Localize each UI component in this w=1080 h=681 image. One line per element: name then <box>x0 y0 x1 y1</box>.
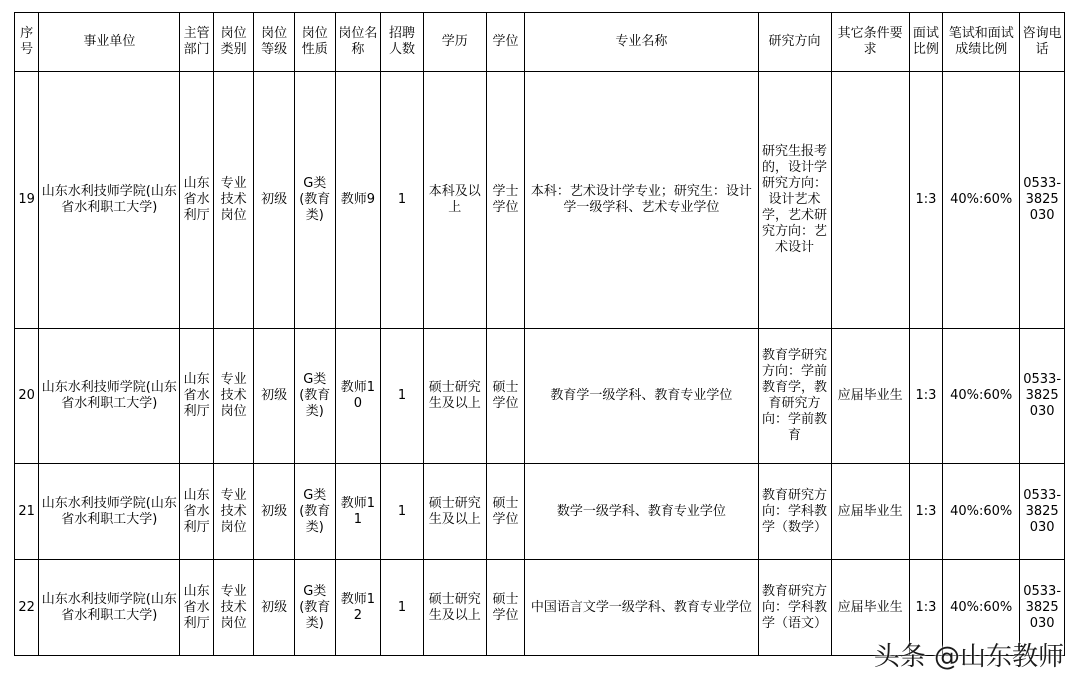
cell-score: 40%:60% <box>943 329 1020 464</box>
cell-score: 40%:60% <box>943 464 1020 560</box>
cell-phone: 0533-3825030 <box>1020 464 1065 560</box>
cell-post: 教师9 <box>335 72 381 329</box>
cell-count: 1 <box>381 72 424 329</box>
cell-edu: 硕士研究生及以上 <box>423 560 486 656</box>
cell-nature: G类(教育类) <box>294 72 335 329</box>
cell-other <box>831 72 909 329</box>
cell-degree: 硕士学位 <box>486 329 525 464</box>
header-level: 岗位等级 <box>254 13 295 72</box>
cell-score: 40%:60% <box>943 72 1020 329</box>
table-row <box>15 464 1065 560</box>
watermark-text: 头条 @山东教师 <box>873 642 1064 672</box>
cell-other: 应届毕业生 <box>831 560 909 656</box>
header-ratio: 面试比例 <box>909 13 942 72</box>
cell-category: 专业技术岗位 <box>213 560 254 656</box>
cell-category: 专业技术岗位 <box>213 329 254 464</box>
header-seq: 序号 <box>15 13 39 72</box>
cell-seq: 22 <box>15 560 39 656</box>
recruitment-table <box>14 12 1065 656</box>
header-other: 其它条件要求 <box>831 13 909 72</box>
cell-phone: 0533-3825030 <box>1020 329 1065 464</box>
table-row <box>15 329 1065 464</box>
header-nature: 岗位性质 <box>294 13 335 72</box>
header-major: 专业名称 <box>525 13 758 72</box>
header-score: 笔试和面试成绩比例 <box>943 13 1020 72</box>
cell-ratio: 1:3 <box>909 72 942 329</box>
cell-level: 初级 <box>254 560 295 656</box>
header-count: 招聘人数 <box>381 13 424 72</box>
cell-edu: 本科及以上 <box>423 72 486 329</box>
cell-nature: G类(教育类) <box>294 464 335 560</box>
header-category: 岗位类别 <box>213 13 254 72</box>
cell-level: 初级 <box>254 329 295 464</box>
cell-seq: 20 <box>15 329 39 464</box>
cell-level: 初级 <box>254 72 295 329</box>
cell-research: 教育学研究方向：学前教育学，教育研究方向：学前教育 <box>758 329 831 464</box>
header-dept: 主管部门 <box>180 13 213 72</box>
cell-post: 教师12 <box>335 560 381 656</box>
cell-major: 中国语言文学一级学科、教育专业学位 <box>525 560 758 656</box>
cell-ratio: 1:3 <box>909 329 942 464</box>
header-research: 研究方向 <box>758 13 831 72</box>
cell-ratio: 1:3 <box>909 560 942 656</box>
header-row <box>15 13 1065 72</box>
cell-seq: 21 <box>15 464 39 560</box>
cell-edu: 硕士研究生及以上 <box>423 329 486 464</box>
cell-dept: 山东省水利厅 <box>180 329 213 464</box>
cell-seq: 19 <box>15 72 39 329</box>
cell-degree: 学士学位 <box>486 72 525 329</box>
cell-other: 应届毕业生 <box>831 329 909 464</box>
header-unit: 事业单位 <box>39 13 180 72</box>
cell-post: 教师10 <box>335 329 381 464</box>
cell-major: 本科：艺术设计学专业；研究生：设计学一级学科、艺术专业学位 <box>525 72 758 329</box>
cell-other: 应届毕业生 <box>831 464 909 560</box>
cell-degree: 硕士学位 <box>486 560 525 656</box>
cell-unit: 山东水利技师学院(山东省水利职工大学) <box>39 329 180 464</box>
cell-post: 教师11 <box>335 464 381 560</box>
cell-research: 研究生报考的，设计学研究方向：设计艺术学，艺术研究方向：艺术设计 <box>758 72 831 329</box>
cell-phone: 0533-3825030 <box>1020 72 1065 329</box>
cell-count: 1 <box>381 464 424 560</box>
cell-count: 1 <box>381 560 424 656</box>
header-edu: 学历 <box>423 13 486 72</box>
cell-major: 数学一级学科、教育专业学位 <box>525 464 758 560</box>
cell-category: 专业技术岗位 <box>213 464 254 560</box>
header-degree: 学位 <box>486 13 525 72</box>
cell-dept: 山东省水利厅 <box>180 464 213 560</box>
cell-level: 初级 <box>254 464 295 560</box>
header-post: 岗位名称 <box>335 13 381 72</box>
table-row <box>15 72 1065 329</box>
cell-category: 专业技术岗位 <box>213 72 254 329</box>
cell-edu: 硕士研究生及以上 <box>423 464 486 560</box>
cell-score: 40%:60% <box>943 560 1020 656</box>
cell-degree: 硕士学位 <box>486 464 525 560</box>
cell-ratio: 1:3 <box>909 464 942 560</box>
cell-research: 教育研究方向：学科教学（数学） <box>758 464 831 560</box>
cell-dept: 山东省水利厅 <box>180 72 213 329</box>
cell-research: 教育研究方向：学科教学（语文） <box>758 560 831 656</box>
cell-unit: 山东水利技师学院(山东省水利职工大学) <box>39 560 180 656</box>
cell-nature: G类(教育类) <box>294 560 335 656</box>
cell-count: 1 <box>381 329 424 464</box>
cell-dept: 山东省水利厅 <box>180 560 213 656</box>
cell-major: 教育学一级学科、教育专业学位 <box>525 329 758 464</box>
header-phone: 咨询电话 <box>1020 13 1065 72</box>
cell-nature: G类(教育类) <box>294 329 335 464</box>
cell-phone: 0533-3825030 <box>1020 560 1065 656</box>
cell-unit: 山东水利技师学院(山东省水利职工大学) <box>39 72 180 329</box>
cell-unit: 山东水利技师学院(山东省水利职工大学) <box>39 464 180 560</box>
